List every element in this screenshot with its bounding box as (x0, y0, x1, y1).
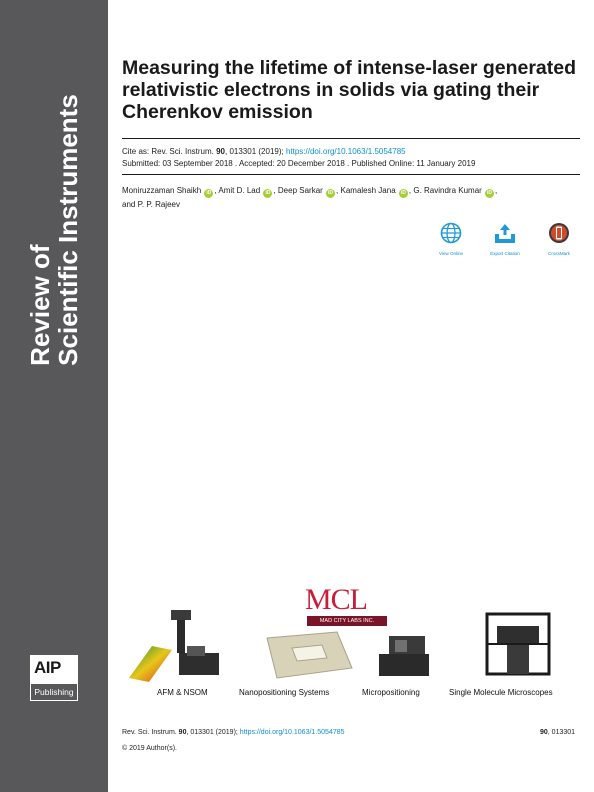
title-divider (122, 138, 580, 139)
orcid-icon[interactable]: iD (265, 190, 271, 196)
view-online-label: View Online (439, 251, 463, 256)
footer-right-volume: 90 (540, 729, 548, 736)
crossmark-label: CrossMark (548, 251, 570, 256)
citation-line (122, 146, 406, 157)
meta-divider (122, 174, 580, 175)
export-citation-label: Export Citation (490, 251, 520, 256)
footer-page-ref (540, 729, 575, 736)
crossmark-icon (548, 222, 570, 244)
orcid-icon[interactable]: iD (400, 190, 406, 196)
aip-logo-subtext: Publishing (31, 684, 77, 700)
export-icon (493, 222, 517, 244)
footer-doi-link[interactable]: https://doi.org/10.1063/1.5054785 (239, 729, 345, 736)
aip-publishing-logo[interactable] (30, 655, 78, 701)
footer-right-page: , 013301 (547, 729, 576, 736)
author-separator: , (273, 186, 278, 195)
author-separator: , (408, 186, 414, 195)
ad-product-images (127, 578, 581, 688)
afm-image-plot (129, 646, 172, 682)
ad-caption: Nanopositioning Systems (239, 688, 330, 697)
advertisement-banner[interactable] (127, 578, 581, 703)
orcid-icon[interactable]: iD (487, 190, 493, 196)
footer-cite-prefix: Rev. Sci. Instrum. (122, 729, 179, 736)
author-name[interactable]: Deep Sarkar (277, 186, 323, 195)
cite-prefix: Cite as: Rev. Sci. Instrum. (122, 147, 217, 156)
aip-logo-text: AIP (34, 658, 61, 677)
view-online-button[interactable] (431, 222, 471, 256)
author-separator: , (336, 186, 341, 195)
mcl-logo: MCL (305, 583, 368, 616)
journal-title (26, 94, 82, 366)
crossmark-button[interactable] (539, 222, 579, 256)
author-name-last[interactable]: and P. P. Rajeev (122, 200, 180, 209)
footer-volume: 90 (178, 729, 187, 736)
author-separator: , (214, 186, 219, 195)
journal-title-line1: Review of (25, 244, 55, 366)
paper-title: Measuring the lifetime of intense-laser generated relativistic electrons in solids via gating their Cherenkov emission (122, 57, 577, 123)
mcl-tagline: MAD CITY LABS INC. (307, 616, 387, 626)
journal-sidebar (0, 0, 108, 792)
footer-cite-suffix: , 013301 (2019); (186, 729, 240, 736)
export-citation-button[interactable] (485, 222, 525, 256)
dates-line: Submitted: 03 September 2018 . Accepted: 20 December 2018 . Published Online: 11 January 2019 (122, 159, 476, 168)
orcid-icon[interactable]: iD (206, 190, 212, 196)
copyright-notice: © 2019 Author(s). (122, 745, 177, 752)
cite-volume: 90 (216, 147, 226, 156)
footer-citation (122, 729, 345, 736)
globe-icon (440, 222, 462, 244)
orcid-icon[interactable]: iD (328, 190, 334, 196)
author-name[interactable]: Moniruzzaman Shaikh (122, 186, 202, 195)
doi-link[interactable]: https://doi.org/10.1063/1.5054785 (285, 147, 406, 156)
author-separator: , (495, 186, 498, 195)
journal-title-line2: Scientific Instruments (53, 94, 83, 366)
ad-caption: Single Molecule Microscopes (449, 688, 553, 697)
ad-caption: AFM & NSOM (157, 688, 208, 697)
cite-suffix: , 013301 (2019); (225, 147, 286, 156)
author-name[interactable]: Amit D. Lad (218, 186, 261, 195)
author-list (122, 184, 582, 212)
ad-caption: Micropositioning (362, 688, 420, 697)
author-name[interactable]: G. Ravindra Kumar (413, 186, 482, 195)
author-name[interactable]: Kamalesh Jana (340, 186, 396, 195)
